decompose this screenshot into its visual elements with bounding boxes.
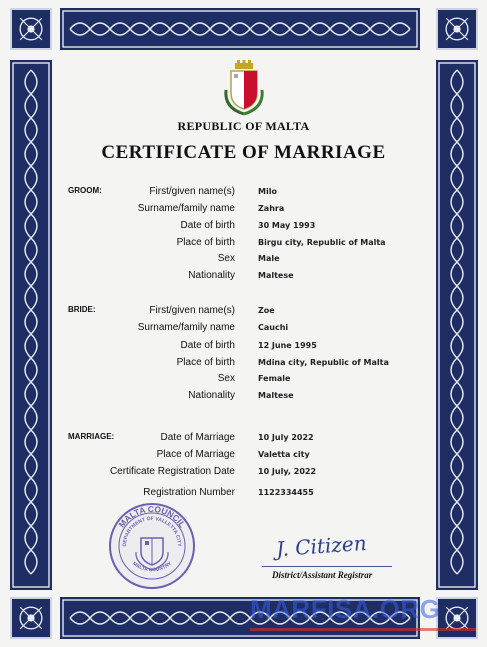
groom-nationality-value: Maltese [258, 271, 294, 280]
groom-sex-value: Male [258, 254, 280, 263]
groom-surname-value: Zahra [258, 204, 285, 213]
groom-first-name-value: Milo [258, 187, 277, 196]
stamp-inner-text: DEPARTMENT OF VALLETTA CITY [121, 515, 183, 547]
stamp-outer-text: MALTA COUNCIL [116, 503, 188, 530]
bride-dob-label: Date of birth [180, 340, 235, 351]
bride-nationality-value: Maltese [258, 391, 294, 400]
border-right [436, 60, 478, 590]
marriage-date-value: 10 July 2022 [258, 433, 314, 442]
coat-of-arms-icon [222, 60, 266, 116]
official-stamp [108, 502, 196, 590]
groom-dob-label: Date of birth [180, 220, 235, 231]
border-corner-ornament [436, 8, 478, 50]
marriage-date-label: Date of Marriage [160, 432, 235, 443]
registration-number-value: 1122334455 [258, 488, 314, 497]
groom-nationality-label: Nationality [188, 270, 235, 281]
groom-sex-label: Sex [217, 253, 235, 264]
marriage-section-label: MARRIAGE: [68, 432, 115, 441]
stamp-bottom-text: MALTA COUNTRY [131, 560, 173, 574]
groom-first-name-label: First/given name(s) [149, 186, 235, 197]
registration-number-label: Registration Number [143, 487, 235, 498]
watermark-text: MARFISA.ORG [250, 594, 441, 624]
border-left [10, 60, 52, 590]
groom-dob-value: 30 May 1993 [258, 221, 316, 230]
bride-sex-value: Female [258, 374, 291, 383]
bride-dob-value: 12 June 1995 [258, 341, 317, 350]
groom-surname-label: Surname/family name [137, 203, 235, 214]
marriage-place-value: Valetta city [258, 450, 310, 459]
registration-date-value: 10 July, 2022 [258, 467, 317, 476]
bride-surname-value: Cauchi [258, 323, 289, 332]
border-corner-ornament [436, 597, 478, 639]
groom-pob-value: Birgu city, Republic of Malta [258, 238, 386, 247]
border-top [60, 8, 420, 50]
bride-section-label: BRIDE: [68, 305, 96, 314]
bride-sex-label: Sex [217, 373, 235, 384]
signature-line [262, 566, 392, 567]
watermark-underline [250, 628, 476, 631]
bride-pob-label: Place of birth [176, 357, 235, 368]
border-corner-ornament [10, 8, 52, 50]
certificate-title: CERTIFICATE OF MARRIAGE [101, 142, 386, 163]
marriage-place-label: Place of Marriage [156, 449, 235, 460]
registration-date-label: Certificate Registration Date [109, 466, 235, 477]
bride-pob-value: Mdina city, Republic of Malta [258, 358, 389, 367]
border-corner-ornament [10, 597, 52, 639]
bride-surname-label: Surname/family name [137, 322, 235, 333]
groom-pob-label: Place of birth [176, 237, 235, 248]
groom-section-label: GROOM: [68, 186, 102, 195]
bride-first-name-value: Zoe [258, 306, 275, 315]
country-heading: REPUBLIC OF MALTA [177, 119, 310, 133]
registrar-signature: J. Citizen [275, 530, 368, 562]
registrar-title: District/Assistant Registrar [272, 570, 373, 580]
bride-first-name-label: First/given name(s) [149, 305, 235, 316]
bride-nationality-label: Nationality [188, 390, 235, 401]
